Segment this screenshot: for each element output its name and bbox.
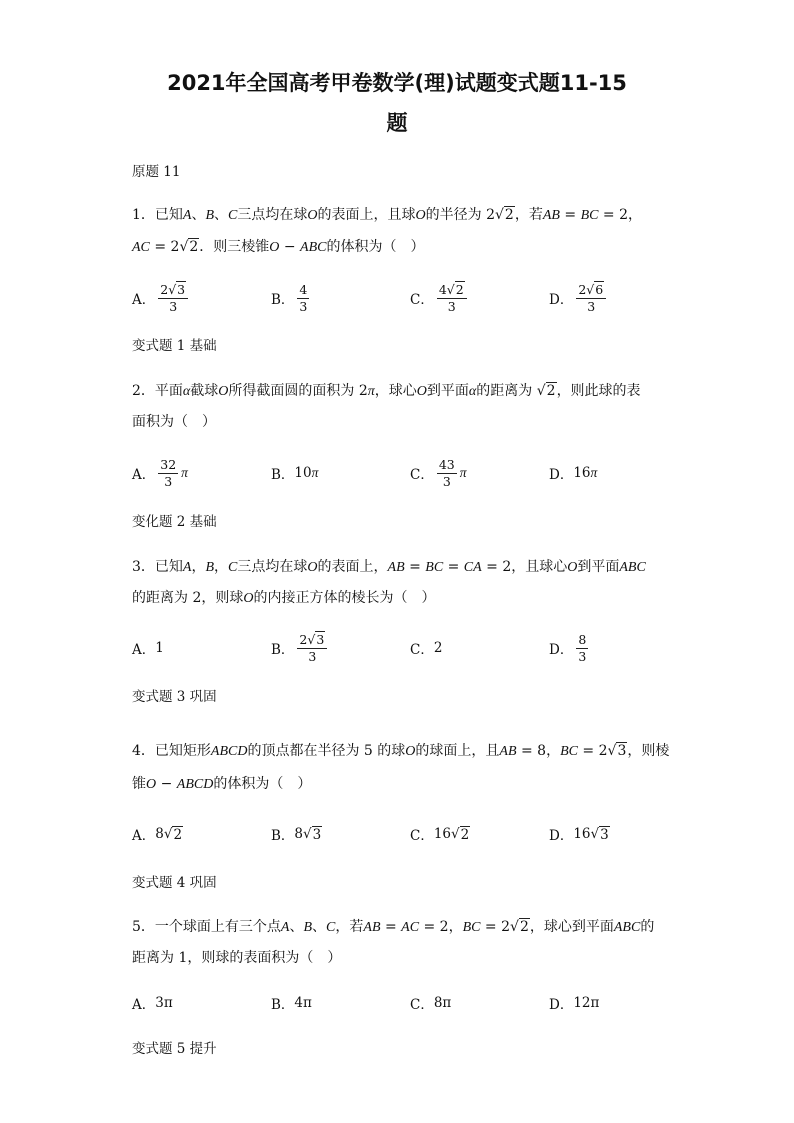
question-2-options bbox=[132, 453, 672, 493]
option-b[interactable]: B． $\frac{4}{3}$ bbox=[271, 282, 308, 314]
section-label-variant-3: 变式题 3 巩固 bbox=[132, 689, 217, 705]
option-c[interactable]: C． $\frac{43}{3}$ π bbox=[410, 457, 467, 489]
question-4-line2: 锥O − ABCD的体积为（ ） bbox=[132, 776, 312, 792]
question-3-line1: 3．已知A，B，C三点均在球O的表面上，AB = BC = CA = 2，且球心O到平面ABC bbox=[132, 559, 646, 575]
option-d[interactable]: D． 16 √ 3 bbox=[549, 826, 609, 844]
section-label-variant-5: 变式题 5 提升 bbox=[132, 1041, 217, 1057]
question-1-options bbox=[132, 278, 672, 318]
option-c[interactable]: C． $\frac{4√2}{3}$ bbox=[410, 278, 470, 318]
question-5-line1: 5．一个球面上有三个点A、B、C，若AB = AC = 2，BC = 2√2，球心到平面ABC的 bbox=[132, 919, 655, 935]
question-1-line2: AC = 2√2．则三棱锥O − ABC的体积为（ ） bbox=[132, 239, 425, 255]
option-b[interactable]: B． $\frac{2√3}{3}$ bbox=[271, 628, 330, 668]
option-c[interactable]: C． 16 √ 2 bbox=[410, 826, 470, 844]
option-d[interactable]: D． $\frac{8}{3}$ bbox=[549, 632, 587, 664]
question-3-options bbox=[132, 628, 672, 668]
option-b[interactable]: B． 4π bbox=[271, 995, 312, 1013]
option-a[interactable]: A． $\frac{2√3}{3}$ bbox=[132, 278, 191, 318]
question-5-options bbox=[132, 983, 672, 1023]
option-b[interactable]: B． 10 π bbox=[271, 465, 319, 483]
question-1-line1: 1．已知A、B、C三点均在球O的表面上，且球O的半径为 2√2，若AB = BC = 2， bbox=[132, 207, 643, 223]
question-2-line2: 面积为（ ） bbox=[132, 414, 216, 430]
section-label-variant-1: 变式题 1 基础 bbox=[132, 338, 217, 354]
question-3-line2: 的距离为 2，则球O的内接正方体的棱长为（ ） bbox=[132, 590, 436, 606]
question-2-line1: 2．平面α截球O所得截面圆的面积为 2π，球心O到平面α的距离为 √2，则此球的表 bbox=[132, 383, 641, 399]
option-d[interactable]: D． 12π bbox=[549, 995, 600, 1013]
section-label-variant-4: 变式题 4 巩固 bbox=[132, 875, 217, 891]
question-4-line1: 4．已知矩形ABCD的顶点都在半径为 5 的球O的球面上，且AB = 8，BC = 2√3，则棱 bbox=[132, 743, 670, 759]
option-c[interactable]: C． 8π bbox=[410, 995, 452, 1013]
option-a[interactable]: A． 1 bbox=[132, 640, 164, 658]
option-a[interactable]: A． 8 √ 2 bbox=[132, 826, 183, 844]
page-title-line2: 题 bbox=[386, 111, 408, 135]
option-d[interactable]: D． 16 π bbox=[549, 465, 598, 483]
option-a[interactable]: A． $\frac{32}{3}$ π bbox=[132, 457, 188, 489]
option-c[interactable]: C． 2 bbox=[410, 640, 443, 658]
option-d[interactable]: D． $\frac{2√6}{3}$ bbox=[549, 278, 609, 318]
page-title: 2021年全国高考甲卷数学(理)试题变式题11-15 bbox=[167, 71, 627, 95]
section-label-original: 原题 11 bbox=[132, 164, 181, 180]
question-5-line2: 距离为 1，则球的表面积为（ ） bbox=[132, 950, 342, 966]
section-label-variant-2: 变化题 2 基础 bbox=[132, 514, 217, 530]
question-4-options bbox=[132, 814, 672, 854]
option-b[interactable]: B． 8 √ 3 bbox=[271, 826, 322, 844]
option-a[interactable]: A． 3π bbox=[132, 995, 173, 1013]
